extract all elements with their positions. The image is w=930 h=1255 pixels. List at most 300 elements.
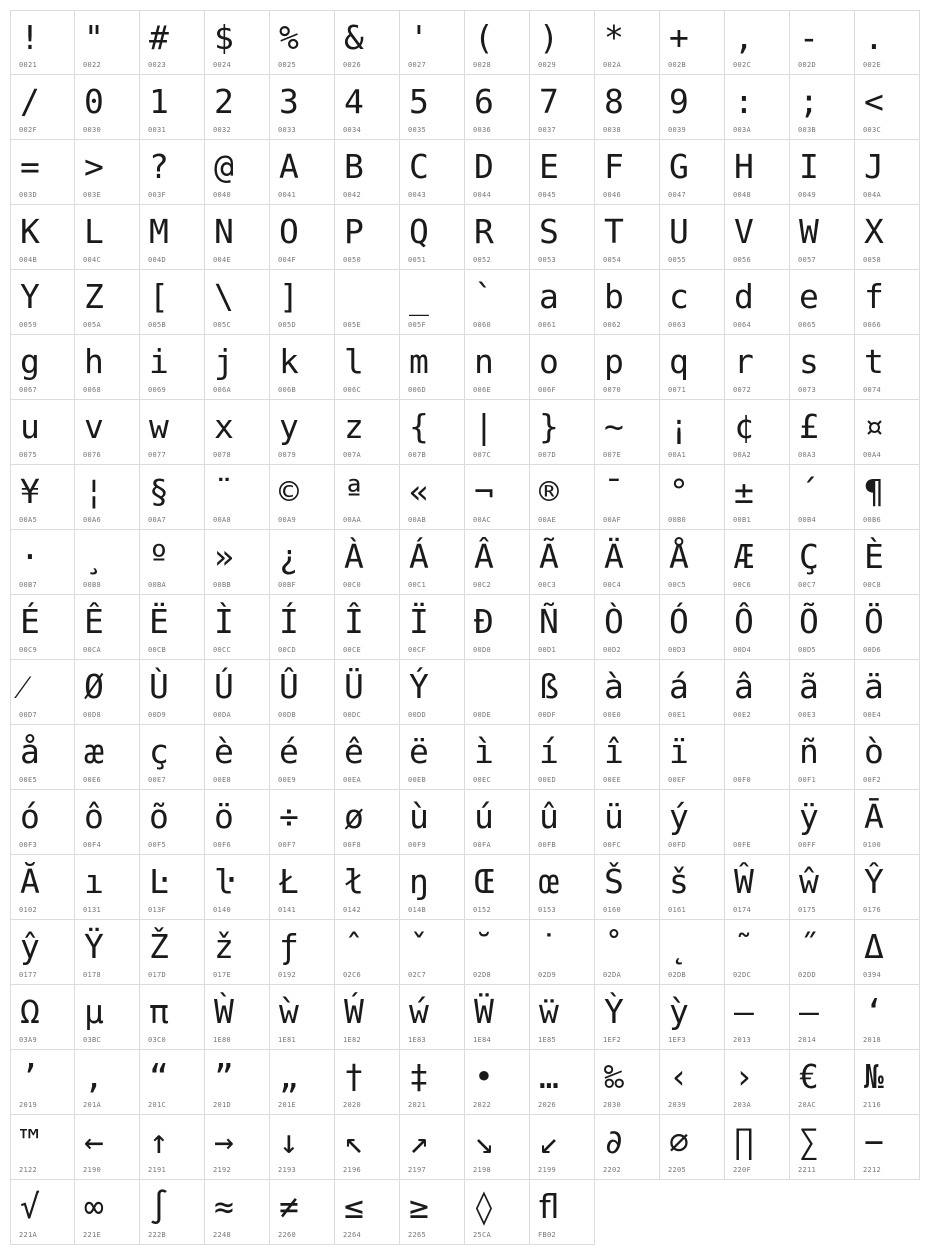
glyph-cell xyxy=(335,1050,400,1115)
glyph-cell xyxy=(660,270,725,335)
glyph-char: _ xyxy=(409,277,429,316)
glyph-cell xyxy=(725,920,790,985)
glyph-char: Ó xyxy=(669,602,689,641)
glyph-code: 00B1 xyxy=(733,516,752,524)
glyph-code: 0043 xyxy=(408,191,427,199)
glyph-char: û xyxy=(539,797,559,836)
glyph-cell xyxy=(595,465,660,530)
glyph-char: ẃ xyxy=(409,992,429,1031)
glyph-char: ∅ xyxy=(669,1122,689,1161)
glyph-cell xyxy=(10,75,75,140)
glyph-cell xyxy=(790,595,855,660)
glyph-cell xyxy=(790,920,855,985)
glyph-char: e xyxy=(799,277,819,316)
glyph-cell xyxy=(75,790,140,855)
glyph-cell xyxy=(595,400,660,465)
glyph-char: ´ xyxy=(799,472,819,511)
glyph-char: “ xyxy=(149,1057,169,1096)
glyph-char: # xyxy=(149,18,169,57)
glyph-cell xyxy=(465,595,530,660)
glyph-char: ] xyxy=(279,277,299,316)
glyph-cell xyxy=(10,790,75,855)
glyph-char: ẁ xyxy=(279,992,299,1031)
glyph-cell xyxy=(205,465,270,530)
glyph-char: π xyxy=(149,992,169,1031)
glyph-code: 00B7 xyxy=(19,581,38,589)
glyph-char: ẅ xyxy=(539,992,559,1031)
glyph-cell xyxy=(75,660,140,725)
glyph-code: 0026 xyxy=(343,61,362,69)
glyph-code: 00EF xyxy=(668,776,687,784)
glyph-cell xyxy=(75,205,140,270)
glyph-char: Ñ xyxy=(539,602,559,641)
glyph-cell xyxy=(530,660,595,725)
glyph-cell xyxy=(140,140,205,205)
glyph-code: 221E xyxy=(83,1231,102,1239)
glyph-code: 0140 xyxy=(213,906,232,914)
glyph-code: 222B xyxy=(148,1231,167,1239)
glyph-char: ü xyxy=(604,797,624,836)
glyph-cell xyxy=(400,140,465,205)
glyph-cell xyxy=(400,75,465,140)
glyph-char: I xyxy=(799,147,819,186)
glyph-cell xyxy=(10,660,75,725)
glyph-char: ‰ xyxy=(604,1057,624,1096)
glyph-char: ¶ xyxy=(864,472,884,511)
glyph-char: 2 xyxy=(214,82,234,121)
glyph-cell xyxy=(725,1050,790,1115)
glyph-cell xyxy=(270,335,335,400)
glyph-cell xyxy=(400,790,465,855)
glyph-cell xyxy=(595,10,660,75)
glyph-cell xyxy=(530,75,595,140)
glyph-code: 0047 xyxy=(668,191,687,199)
glyph-cell xyxy=(270,1115,335,1180)
glyph-code: 1EF3 xyxy=(668,1036,687,1044)
glyph-code: 2013 xyxy=(733,1036,752,1044)
glyph-char: W xyxy=(799,212,819,251)
glyph-cell xyxy=(10,1115,75,1180)
glyph-code: 00F3 xyxy=(19,841,38,849)
glyph-code: 03C0 xyxy=(148,1036,167,1044)
glyph-char: @ xyxy=(214,147,234,186)
glyph-code: 0192 xyxy=(278,971,297,979)
glyph-char: ← xyxy=(84,1122,104,1161)
glyph-code: 007C xyxy=(473,451,492,459)
glyph-cell xyxy=(790,1115,855,1180)
glyph-cell xyxy=(10,10,75,75)
glyph-cell xyxy=(205,10,270,75)
glyph-cell xyxy=(140,920,205,985)
glyph-char: ! xyxy=(20,18,40,57)
glyph-char: K xyxy=(20,212,40,251)
glyph-char: ˚ xyxy=(604,927,624,966)
glyph-cell xyxy=(335,205,400,270)
glyph-cell xyxy=(855,465,920,530)
glyph-char: Ù xyxy=(149,667,169,706)
glyph-char: õ xyxy=(149,797,169,836)
glyph-code: 0038 xyxy=(603,126,622,134)
glyph-code: 00C0 xyxy=(343,581,362,589)
glyph-cell xyxy=(400,855,465,920)
glyph-cell xyxy=(465,530,530,595)
glyph-code: 002B xyxy=(668,61,687,69)
glyph-char: − xyxy=(864,1122,884,1161)
glyph-code: 0153 xyxy=(538,906,557,914)
glyph-cell xyxy=(400,270,465,335)
glyph-code: 2122 xyxy=(19,1166,38,1174)
glyph-char: X xyxy=(864,212,884,251)
glyph-char: Ω xyxy=(20,992,40,1031)
glyph-cell xyxy=(855,985,920,1050)
glyph-char: Ò xyxy=(604,602,624,641)
glyph-char: q xyxy=(669,342,689,381)
glyph-code: 00B6 xyxy=(863,516,882,524)
glyph-cell xyxy=(660,335,725,400)
glyph-char: ∑ xyxy=(799,1122,819,1161)
glyph-cell xyxy=(660,920,725,985)
glyph-code: 00CD xyxy=(278,646,297,654)
glyph-cell xyxy=(75,140,140,205)
glyph-char: Ẁ xyxy=(214,992,234,1031)
glyph-code: 0160 xyxy=(603,906,622,914)
glyph-char: é xyxy=(279,732,299,771)
glyph-code: 00FE xyxy=(733,841,752,849)
glyph-cell xyxy=(140,530,205,595)
glyph-char: â xyxy=(734,667,754,706)
glyph-cell xyxy=(75,465,140,530)
glyph-code: 00AF xyxy=(603,516,622,524)
glyph-cell xyxy=(660,400,725,465)
glyph-char: Ā xyxy=(864,797,884,836)
glyph-cell xyxy=(140,335,205,400)
glyph-code: 2212 xyxy=(863,1166,882,1174)
glyph-code: 00D5 xyxy=(798,646,817,654)
glyph-cell xyxy=(140,985,205,1050)
glyph-cell xyxy=(465,465,530,530)
glyph-char: " xyxy=(84,18,104,57)
glyph-char: o xyxy=(539,342,559,381)
glyph-char: E xyxy=(539,147,559,186)
glyph-cell xyxy=(270,985,335,1050)
glyph-char: . xyxy=(864,18,884,57)
glyph-cell xyxy=(10,855,75,920)
glyph-cell xyxy=(855,205,920,270)
glyph-cell xyxy=(10,530,75,595)
glyph-cell xyxy=(725,855,790,920)
glyph-char: Ŀ xyxy=(149,862,169,901)
glyph-code: 00E9 xyxy=(278,776,297,784)
glyph-code: 2019 xyxy=(19,1101,38,1109)
glyph-char: ↓ xyxy=(279,1122,299,1161)
glyph-cell xyxy=(75,725,140,790)
glyph-code: 0030 xyxy=(83,126,102,134)
glyph-cell xyxy=(335,140,400,205)
glyph-cell xyxy=(660,465,725,530)
glyph-code: 0029 xyxy=(538,61,557,69)
glyph-cell xyxy=(10,985,75,1050)
glyph-code: 2190 xyxy=(83,1166,102,1174)
glyph-code: 0050 xyxy=(343,256,362,264)
glyph-code: 006A xyxy=(213,386,232,394)
glyph-code: 2030 xyxy=(603,1101,622,1109)
glyph-cell xyxy=(270,270,335,335)
glyph-code: 006D xyxy=(408,386,427,394)
glyph-cell xyxy=(595,920,660,985)
glyph-char: É xyxy=(20,602,40,641)
glyph-cell xyxy=(205,1180,270,1245)
glyph-cell xyxy=(270,400,335,465)
glyph-cell xyxy=(75,270,140,335)
glyph-char: Ø xyxy=(84,667,104,706)
glyph-char: ﬂ xyxy=(539,1187,559,1226)
glyph-cell xyxy=(140,10,205,75)
glyph-char: + xyxy=(669,18,689,57)
glyph-char: Á xyxy=(409,537,429,576)
glyph-cell xyxy=(725,335,790,400)
glyph-code: 004B xyxy=(19,256,38,264)
glyph-code: 004F xyxy=(278,256,297,264)
glyph-char: Đ xyxy=(474,602,494,641)
glyph-code: 02DD xyxy=(798,971,817,979)
glyph-cell xyxy=(855,1050,920,1115)
glyph-cell xyxy=(335,10,400,75)
glyph-cell xyxy=(140,465,205,530)
glyph-code: 1E82 xyxy=(343,1036,362,1044)
glyph-code: 00C6 xyxy=(733,581,752,589)
glyph-char: d xyxy=(734,277,754,316)
glyph-cell xyxy=(725,75,790,140)
glyph-code: 00DE xyxy=(473,711,492,719)
glyph-char: ¡ xyxy=(669,407,689,446)
glyph-code: 00EE xyxy=(603,776,622,784)
glyph-code: 0024 xyxy=(213,61,232,69)
glyph-char: c xyxy=(669,277,689,316)
glyph-cell xyxy=(205,530,270,595)
glyph-cell xyxy=(465,920,530,985)
glyph-code: 2192 xyxy=(213,1166,232,1174)
glyph-cell xyxy=(725,140,790,205)
glyph-char: ⁄ xyxy=(20,667,26,706)
glyph-code: 00A2 xyxy=(733,451,752,459)
glyph-code: 203A xyxy=(733,1101,752,1109)
glyph-cell xyxy=(855,10,920,75)
glyph-cell xyxy=(725,465,790,530)
glyph-cell xyxy=(10,465,75,530)
glyph-char: ¤ xyxy=(864,407,884,446)
glyph-char: ≈ xyxy=(214,1187,234,1226)
glyph-char: ¯ xyxy=(604,472,624,511)
glyph-code: 007D xyxy=(538,451,557,459)
glyph-char: < xyxy=(864,82,884,121)
glyph-char: 1 xyxy=(149,82,169,121)
glyph-code: 221A xyxy=(19,1231,38,1239)
glyph-char: – xyxy=(734,992,754,1031)
glyph-char: Ï xyxy=(409,602,429,641)
glyph-code: 0053 xyxy=(538,256,557,264)
glyph-code: 00E0 xyxy=(603,711,622,719)
glyph-char: € xyxy=(799,1057,819,1096)
glyph-code: 00CC xyxy=(213,646,232,654)
glyph-char: ± xyxy=(734,472,754,511)
glyph-code: 0078 xyxy=(213,451,232,459)
glyph-code: 00D2 xyxy=(603,646,622,654)
glyph-char: Å xyxy=(669,537,689,576)
glyph-code: 00DC xyxy=(343,711,362,719)
glyph-code: 0076 xyxy=(83,451,102,459)
glyph-code: 00DB xyxy=(278,711,297,719)
glyph-char: — xyxy=(799,992,819,1031)
glyph-code: 003C xyxy=(863,126,882,134)
glyph-code: 0031 xyxy=(148,126,167,134)
glyph-cell xyxy=(400,400,465,465)
glyph-code: 0174 xyxy=(733,906,752,914)
glyph-cell xyxy=(335,1115,400,1180)
glyph-code: 0062 xyxy=(603,321,622,329)
glyph-code: 00F9 xyxy=(408,841,427,849)
glyph-cell xyxy=(270,10,335,75)
glyph-cell xyxy=(595,335,660,400)
glyph-code: 201E xyxy=(278,1101,297,1109)
glyph-code: 002D xyxy=(798,61,817,69)
glyph-cell xyxy=(530,400,595,465)
glyph-cell xyxy=(205,140,270,205)
glyph-char: ↑ xyxy=(149,1122,169,1161)
glyph-cell xyxy=(205,335,270,400)
glyph-char: Œ xyxy=(474,862,494,901)
glyph-code: 0141 xyxy=(278,906,297,914)
glyph-code: 0073 xyxy=(798,386,817,394)
glyph-cell xyxy=(465,855,530,920)
glyph-char: t xyxy=(864,342,884,381)
glyph-code: 004A xyxy=(863,191,882,199)
glyph-code: 013F xyxy=(148,906,167,914)
glyph-code: 201C xyxy=(148,1101,167,1109)
glyph-char: ˇ xyxy=(409,927,429,966)
glyph-code: 0057 xyxy=(798,256,817,264)
glyph-char: ↖ xyxy=(344,1122,364,1161)
glyph-char: ” xyxy=(214,1057,234,1096)
glyph-char: № xyxy=(864,1057,884,1096)
glyph-char: … xyxy=(539,1057,559,1096)
glyph-code: 02DC xyxy=(733,971,752,979)
glyph-cell xyxy=(75,10,140,75)
glyph-code: 00C5 xyxy=(668,581,687,589)
glyph-cell xyxy=(660,725,725,790)
glyph-char: $ xyxy=(214,18,234,57)
glyph-cell xyxy=(660,1115,725,1180)
glyph-char: Ë xyxy=(149,602,169,641)
glyph-code: 00D9 xyxy=(148,711,167,719)
glyph-code: 0052 xyxy=(473,256,492,264)
glyph-cell xyxy=(660,790,725,855)
glyph-char: å xyxy=(20,732,40,771)
glyph-char: ˙ xyxy=(539,927,559,966)
glyph-code: 2116 xyxy=(863,1101,882,1109)
glyph-code: 0102 xyxy=(19,906,38,914)
glyph-char: § xyxy=(149,472,169,511)
glyph-char: ( xyxy=(474,18,494,57)
glyph-char: ∏ xyxy=(734,1122,754,1161)
glyph-code: 00FB xyxy=(538,841,557,849)
glyph-cell xyxy=(270,660,335,725)
glyph-code: 0058 xyxy=(863,256,882,264)
glyph-char: * xyxy=(604,18,624,57)
glyph-char: - xyxy=(799,18,819,57)
glyph-cell xyxy=(335,725,400,790)
glyph-cell xyxy=(270,530,335,595)
glyph-char: ì xyxy=(474,732,494,771)
glyph-char: ? xyxy=(149,147,169,186)
glyph-char: ł xyxy=(344,862,364,901)
glyph-char: ◊ xyxy=(474,1187,494,1226)
glyph-char: ¸ xyxy=(84,537,104,576)
glyph-char: ŀ xyxy=(214,862,234,901)
glyph-cell xyxy=(725,1115,790,1180)
glyph-code: 0039 xyxy=(668,126,687,134)
glyph-char: º xyxy=(149,537,169,576)
glyph-cell xyxy=(595,725,660,790)
glyph-code: 2193 xyxy=(278,1166,297,1174)
glyph-char: ñ xyxy=(799,732,819,771)
glyph-code: 00BB xyxy=(213,581,232,589)
glyph-char: ù xyxy=(409,797,429,836)
glyph-cell xyxy=(10,400,75,465)
glyph-cell xyxy=(855,595,920,660)
glyph-code: 0042 xyxy=(343,191,362,199)
glyph-cell xyxy=(725,205,790,270)
glyph-cell xyxy=(270,725,335,790)
glyph-char: ˆ xyxy=(344,927,364,966)
glyph-code: 02C6 xyxy=(343,971,362,979)
glyph-char: ↘ xyxy=(474,1122,494,1161)
glyph-cell xyxy=(855,140,920,205)
glyph-char: Ž xyxy=(149,927,169,966)
glyph-char: Ö xyxy=(864,602,884,641)
glyph-cell xyxy=(75,1115,140,1180)
glyph-code: 0077 xyxy=(148,451,167,459)
glyph-char: , xyxy=(734,18,754,57)
glyph-code: 0100 xyxy=(863,841,882,849)
glyph-cell xyxy=(465,1115,530,1180)
glyph-code: 00E8 xyxy=(213,776,232,784)
glyph-char: ¿ xyxy=(279,537,299,576)
glyph-code: 0071 xyxy=(668,386,687,394)
glyph-code: 00C3 xyxy=(538,581,557,589)
glyph-char: ŷ xyxy=(20,927,40,966)
glyph-cell xyxy=(595,595,660,660)
glyph-char: Æ xyxy=(734,537,754,576)
glyph-char: • xyxy=(474,1057,494,1096)
glyph-cell xyxy=(465,725,530,790)
glyph-code: 02DB xyxy=(668,971,687,979)
glyph-cell xyxy=(595,985,660,1050)
glyph-code: 0036 xyxy=(473,126,492,134)
glyph-char: ÿ xyxy=(799,797,819,836)
glyph-char: ` xyxy=(474,277,494,316)
glyph-char: ä xyxy=(864,667,884,706)
glyph-code: 014B xyxy=(408,906,427,914)
glyph-cell xyxy=(400,725,465,790)
glyph-char: ‘ xyxy=(864,992,884,1031)
glyph-cell xyxy=(790,530,855,595)
glyph-cell xyxy=(75,75,140,140)
glyph-cell xyxy=(140,790,205,855)
glyph-cell xyxy=(140,400,205,465)
glyph-code: 0065 xyxy=(798,321,817,329)
glyph-code: 0044 xyxy=(473,191,492,199)
glyph-char: ® xyxy=(539,472,559,511)
